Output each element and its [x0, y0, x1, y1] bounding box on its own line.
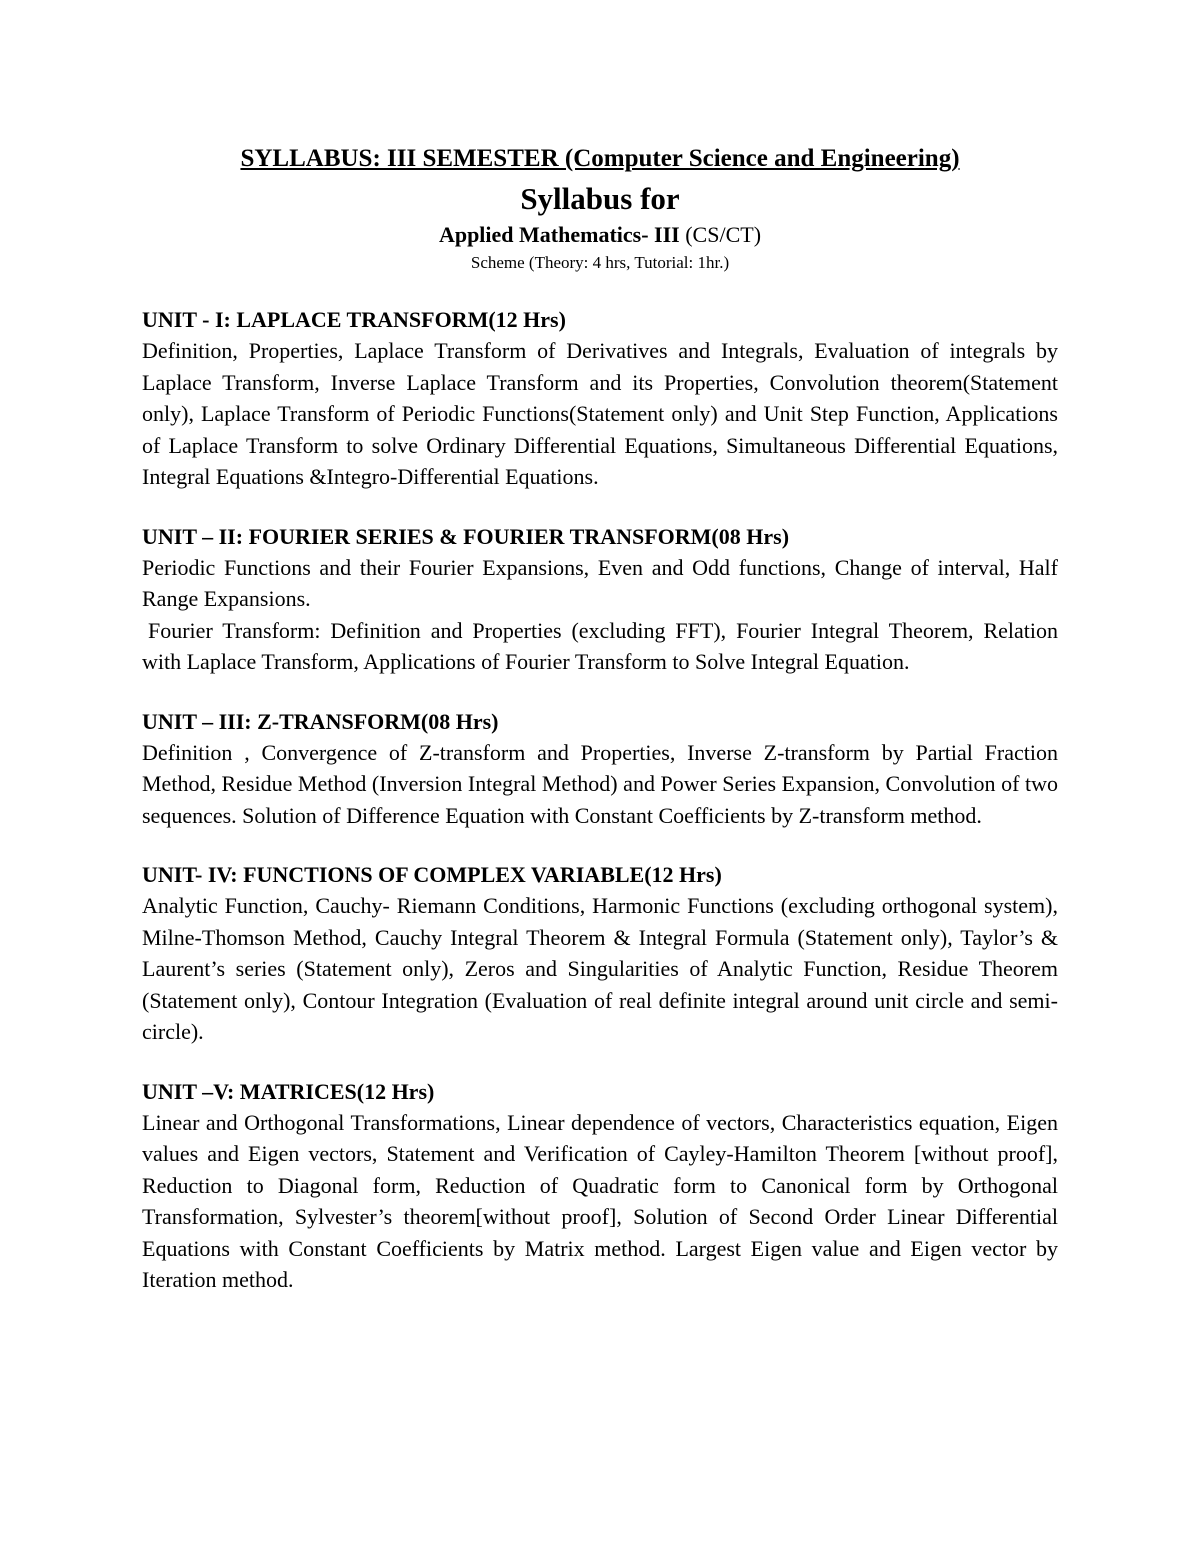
sub-title: Syllabus for: [520, 181, 680, 216]
scheme-line: Scheme (Theory: 4 hrs, Tutorial: 1hr.): [470, 253, 730, 272]
unit-heading: UNIT - I: LAPLACE TRANSFORM(12 Hrs): [142, 307, 566, 332]
main-title: SYLLABUS: III SEMESTER (Computer Science and Engineering): [240, 145, 960, 172]
course-title: [142, 220, 1058, 250]
unit-2: [142, 521, 1058, 678]
unit-body: Analytic Function, Cauchy- Riemann Conditions, Harmonic Functions (excluding orthogonal system), Milne-Thomson Method, Cauchy Integral Theorem & Integral Formula (Statement only), Taylor’s & Laurent’s series (Statement only), Zeros and Singularities of Analytic Function, Residue Theorem (Statement only), Contour Integration (Evaluation of real definite integral around unit circle and semi-circle).: [142, 893, 1058, 1044]
unit-3: [142, 706, 1058, 832]
unit-heading: UNIT – III: Z-TRANSFORM(08 Hrs): [142, 708, 499, 734]
unit-body: Definition , Convergence of Z-transform and Properties, Inverse Z-transform by Partial Fraction Method, Residue Method (Inversion Integral Method) and Power Series Expansion, Convolution of two sequences. Solution of Difference Equation with Constant Coefficients by Z-transform method.: [142, 739, 1058, 828]
unit-5: [142, 1076, 1058, 1296]
unit-body: Periodic Functions and their Fourier Expansions, Even and Odd functions, Change of interval, Half Range Expansions.: [142, 554, 1058, 611]
course-name: Applied Mathematics- III: [438, 222, 680, 247]
unit-body: Linear and Orthogonal Transformations, Linear dependence of vectors, Characteristics equation, Eigen values and Eigen vectors, Statement and Verification of Cayley-Hamilton Theorem [without proof], Reduction to Diagonal form, Reduction of Quadratic form to Canonical form by Orthogonal Transformation, Sylvester’s theorem[without proof], Solution of Second Order Linear Differential Equations with Constant Coefficients by Matrix method. Largest Eigen value and Eigen vector by Iteration method.: [142, 1109, 1058, 1292]
document-header: [142, 140, 1058, 276]
syllabus-page: [142, 140, 1058, 1296]
unit-body: Fourier Transform: Definition and Properties (excluding FFT), Fourier Integral Theorem, Relation with Laplace Transform, Applications of Fourier Transform to Solve Integral Equation.: [142, 617, 1058, 674]
unit-heading: UNIT- IV: FUNCTIONS OF COMPLEX VARIABLE(12 Hrs): [142, 862, 722, 887]
unit-body: Definition, Properties, Laplace Transform of Derivatives and Integrals, Evaluation of integrals by Laplace Transform, Inverse Laplace Transform and its Properties, Convolution theorem(Statement only), Laplace Transform of Periodic Functions(Statement only) and Unit Step Function, Applications of Laplace Transform to solve Ordinary Differential Equations, Simultaneous Differential Equations, Integral Equations &Integro-Differential Equations.: [142, 338, 1058, 489]
unit-1: [142, 304, 1058, 493]
unit-heading: UNIT –V: MATRICES(12 Hrs): [142, 1078, 435, 1104]
unit-heading: UNIT – II: FOURIER SERIES & FOURIER TRANSFORM(08 Hrs): [142, 523, 790, 549]
course-code: (CS/CT): [685, 222, 762, 247]
unit-4: [142, 859, 1058, 1048]
